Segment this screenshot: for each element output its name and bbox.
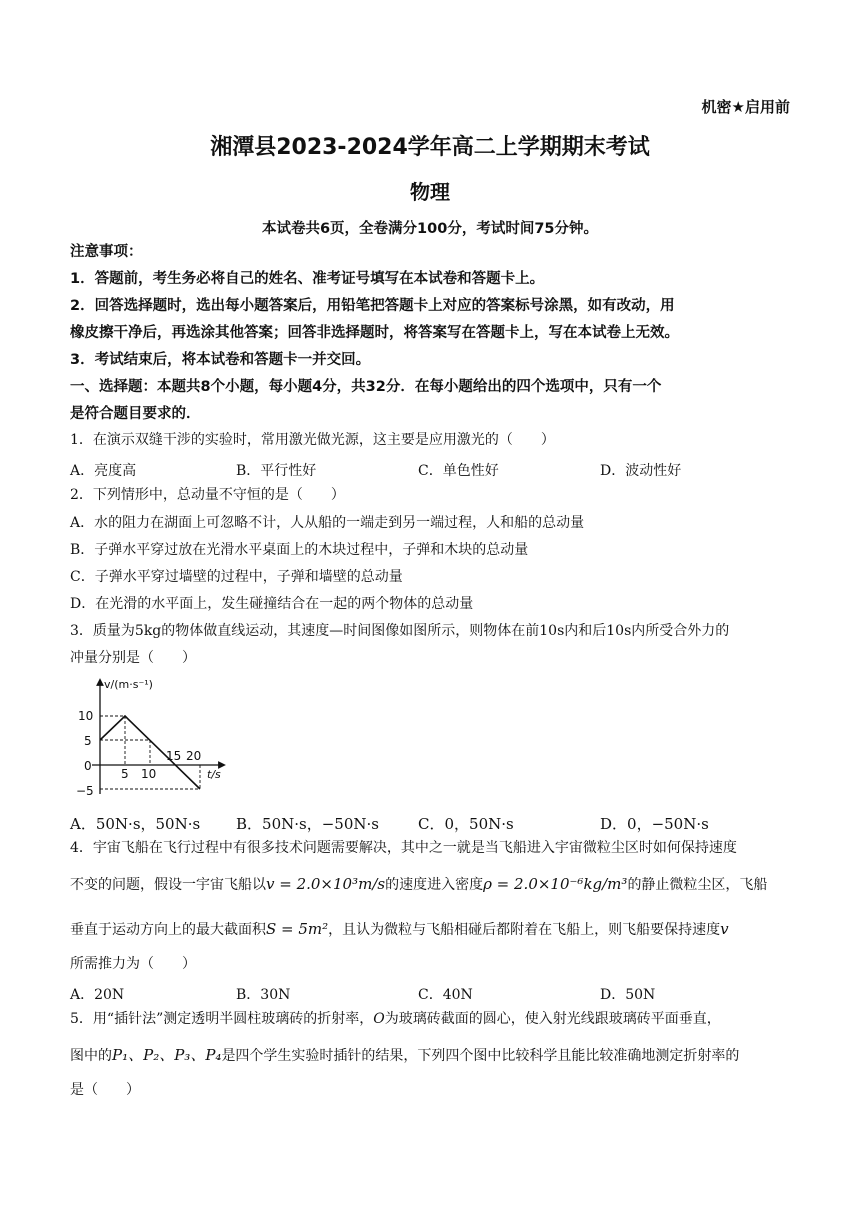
q4-line3: 垂直于运动方向上的最大截面积S = 5m²，且认为微粒与飞船相碰后都附着在飞船上，则飞船要保持速度v (70, 920, 729, 938)
q2-option-b: B．子弹水平穿过放在光滑水平桌面上的木块过程中，子弹和木块的总动量 (70, 542, 529, 558)
graph-x-tick-10: 10 (141, 767, 157, 781)
q3-option-c: C．0，50N·s (418, 815, 514, 833)
q1-stem: 1．在演示双缝干涉的实验时，常用激光做光源，这主要是应用激光的（ ） (70, 432, 555, 448)
q5-line3: 是（ ） (70, 1082, 140, 1098)
q4-option-a: A．20N (70, 987, 125, 1003)
q3-velocity-time-graph (70, 674, 230, 804)
notes-heading: 注意事项： (70, 244, 143, 260)
confidential-mark: 机密★启用前 (701, 98, 790, 116)
graph-y-tick-5: 5 (84, 734, 92, 748)
q5-line1: 5．用“插针法”测定透明半圆柱玻璃砖的折射率，O为玻璃砖截面的圆心，使入射光线跟玻璃砖平面垂直， (70, 1011, 721, 1027)
graph-x-label: t/s (207, 768, 221, 781)
q3-stem-line1: 3．质量为5kg的物体做直线运动，其速度—时间图像如图所示，则物体在前10s内和后10s内所受合外力的 (70, 623, 730, 639)
q4-option-c: C．40N (418, 987, 473, 1003)
q2-option-d: D．在光滑的水平面上，发生碰撞结合在一起的两个物体的总动量 (70, 596, 474, 612)
q1-option-a: A．亮度高 (70, 463, 137, 479)
graph-y-tick-10: 10 (78, 709, 94, 723)
q3-option-a: A．50N·s，50N·s (70, 815, 201, 833)
subject-title: 物理 (410, 180, 450, 204)
q4-option-d: D．50N (600, 987, 656, 1003)
q4-line2: 不变的问题，假设一宇宙飞船以v = 2.0×10³m/s的速度进入密度ρ = 2.0×10⁻⁶kg/m³的静止微粒尘区，飞船 (70, 875, 768, 893)
exam-info: 本试卷共6页，全卷满分100分，考试时间75分钟。 (261, 221, 599, 237)
q1-option-c: C．单色性好 (418, 463, 499, 479)
q3-stem-line2: 冲量分别是（ ） (70, 650, 196, 666)
exam-title: 湘潭县2023-2024学年高二上学期期末考试 (210, 135, 650, 160)
note-1: 1．答题前，考生务必将自己的姓名、准考证号填写在本试卷和答题卡上。 (70, 271, 545, 287)
graph-x-tick-20: 20 (186, 749, 202, 763)
graph-y-tick-0: 0 (84, 759, 92, 773)
q4-line4: 所需推力为（ ） (70, 956, 196, 972)
note-3: 3．考试结束后，将本试卷和答题卡一并交回。 (70, 352, 371, 368)
q1-option-b: B．平行性好 (236, 463, 317, 479)
q4-line1: 4．宇宙飞船在飞行过程中有很多技术问题需要解决，其中之一就是当飞船进入宇宙微粒尘区时如何保持速度 (70, 840, 737, 856)
q2-stem: 2．下列情形中，总动量不守恒的是（ ） (70, 487, 345, 503)
q4-option-b: B．30N (236, 987, 291, 1003)
graph-y-label: v/(m·s⁻¹) (104, 678, 153, 691)
graph-x-tick-15: 15 (166, 749, 182, 763)
q5-line2: 图中的P₁、P₂、P₃、P₄是四个学生实验时插针的结果，下列四个图中比较科学且能比较准确地测定折射率的 (70, 1046, 740, 1064)
section-heading-line1: 一、选择题：本题共8个小题，每小题4分，共32分．在每小题给出的四个选项中，只有一个 (70, 379, 662, 395)
q1-option-d: D．波动性好 (600, 463, 682, 479)
q2-option-a: A．水的阻力在湖面上可忽略不计，人从船的一端走到另一端过程，人和船的总动量 (70, 515, 585, 531)
graph-y-tick-neg5: −5 (76, 784, 94, 798)
q2-option-c: C．子弹水平穿过墙壁的过程中，子弹和墙壁的总动量 (70, 569, 403, 585)
note-2-line2: 橡皮擦干净后，再选涂其他答案；回答非选择题时，将答案写在答题卡上，写在本试卷上无效。 (70, 325, 679, 341)
note-2-line1: 2．回答选择题时，选出每小题答案后，用铅笔把答题卡上对应的答案标号涂黑，如有改动，用 (70, 298, 675, 314)
section-heading-line2: 是符合题目要求的． (70, 406, 201, 422)
q3-option-d: D．0，−50N·s (600, 815, 709, 833)
graph-x-tick-5: 5 (121, 767, 129, 781)
q3-option-b: B．50N·s，−50N·s (236, 815, 379, 833)
